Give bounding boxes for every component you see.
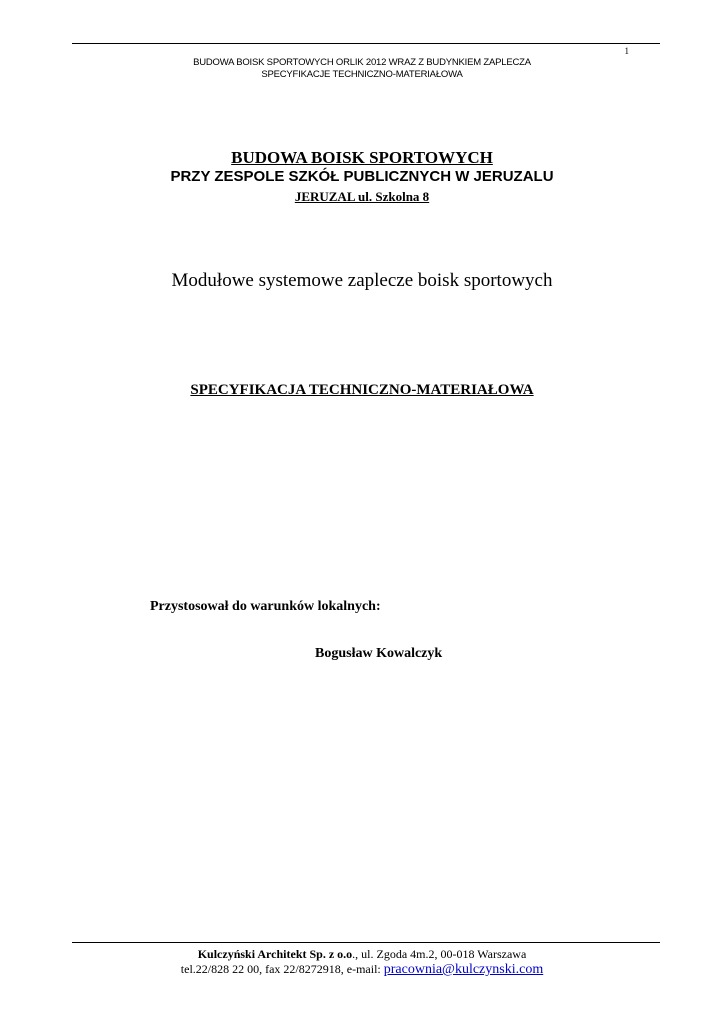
adaptation-label: Przystosował do warunków lokalnych:	[150, 599, 381, 614]
footer-email-link[interactable]: pracownia@kulczynski.com	[383, 962, 544, 977]
footer-line-2	[0, 962, 724, 978]
subtitle: Modułowe systemowe zaplecze boisk sportowych	[171, 270, 553, 291]
author-name: Bogusław Kowalczyk	[315, 646, 443, 661]
header-line-2: SPECYFIKACJE TECHNICZNO-MATERIAŁOWA	[261, 69, 463, 80]
title-line-2: PRZY ZESPOLE SZKÓŁ PUBLICZNYCH W JERUZALU	[170, 168, 554, 185]
footer-company: Kulczyński Architekt Sp. z o.o	[197, 947, 353, 961]
spec-title: SPECYFIKACJA TECHNICZNO-MATERIAŁOWA	[190, 382, 534, 398]
footer-contact: tel.22/828 22 00, fax 22/8272918, e-mail:	[180, 962, 384, 976]
header-rule	[72, 43, 660, 44]
footer-address: ., ul. Zgoda 4m.2, 00-018 Warszawa	[352, 947, 527, 961]
footer-line-1	[0, 947, 724, 962]
header-line-1: BUDOWA BOISK SPORTOWYCH ORLIK 2012 WRAZ Z BUDYNKIEM ZAPLECZA	[193, 57, 531, 68]
footer-rule	[72, 942, 660, 943]
page-number: 1	[624, 46, 629, 56]
title-line-1: BUDOWA BOISK SPORTOWYCH	[231, 148, 493, 167]
title-line-3: JERUZAL ul. Szkolna 8	[294, 189, 430, 204]
